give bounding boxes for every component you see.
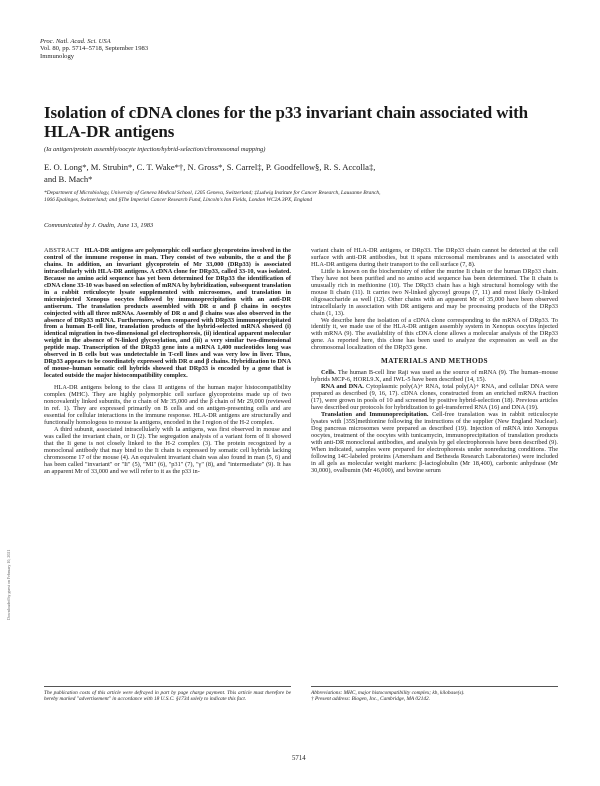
affiliations: [44, 190, 564, 203]
body-paragraph: We describe here the isolation of a cDNA clone corresponding to the mRNA of DRp33. To identify it, we made use of the HLA-DR antigen assembly system in Xenopus oocytes injected with mRNA (9). The availability of this cDNA clone allows a molecular analysis of the DRp33 gene. As reported here, this clone has been used to analyze the expression as well as the chromosomal localization of the DRp33 gene.: [311, 316, 558, 352]
author: S. Carrel‡,: [226, 162, 264, 172]
methods-text: Cell-free translation was in rabbit reticulocyte lysates with [35S]methionine following the instructions of the supplier (New England Nuclear). Dog pancreas microsomes were prepared as described (19). Injection of mRNA into Xenopus oocytes, treatment of the oocytes with tunicamycin, immunoprecipitation of translation products with anti-DR monoclonal antibodies, and analysis by gel electrophoresis have been described (9). When indicated, samples were prepared for electrophoresis under nonreducing conditions. The following 14C-labeled proteins (Amersham and Bethesda Research Laboratories) were included in all gels as molecular weight markers: β-lactoglobulin (Mr 18,400), carbonic anhydrase (Mr 30,000), ovalbumin (Mr 46,000), and bovine serum: [311, 410, 558, 474]
methods-text: Cytoplasmic poly(A)+ RNA, total poly(A)+ RNA, and cellular DNA were prepared as described (9, 16, 17). cDNA clones, constructed from an enriched mRNA fraction (17), were grown in pools of 10 and screened by positive hybrid-selection (18). Previous articles have described our protocols for hybridization to gel-transferred RNA (16) and DNA (19).: [311, 383, 559, 412]
author: and B. Mach*: [44, 174, 93, 184]
abstract: [44, 248, 291, 380]
section-heading: MATERIALS AND METHODS: [381, 357, 488, 366]
footnote-line: † Present address: Biogen, Inc., Cambridge, MA 02142.: [311, 696, 430, 703]
body-paragraph: variant chain of HLA-DR antigens, or DRp33. The DRp33 chain cannot be detected at the cell surface with anti-DR antibodies, but it spans microsomal membranes and is associated with HLA-DR antigens during their transport to the cell surface (7, 8).: [311, 247, 558, 268]
journal-header: [40, 38, 148, 60]
affiliation-line: *Department of Microbiology, University of Geneva Medical School, 1205 Geneva, Switzerland; ‡Ludwig Institute for Cancer Research, Lausanne Branch,: [44, 190, 381, 196]
left-column: [44, 248, 291, 476]
footnote-divider: [44, 686, 291, 687]
author: M. Strubin*,: [90, 162, 135, 172]
author: P. Goodfellow§,: [265, 162, 322, 172]
author: N. Gross*,: [187, 162, 225, 172]
methods-paragraph: [311, 370, 558, 384]
author: C. T. Wake*†,: [136, 162, 186, 172]
body-paragraph: A third subunit, associated intracellularly with Ia antigens, was first observed in mouse and was called the invariant chain, or Ii (2). The segregation analysis of a variant form of Ii showed that the Ii gene is not closely linked to the H-2 complex (3). The protein recognized by a monoclonal antibody that may bind to the Ii chain is expressed by somatic cell hybrids lacking chromosome 17 of the mouse (4). An equivalent invariant chain was also found in man (5, 6) and has been called "invariant" or "Ii" (5), "MI" (6), "p31" (7), "γ" (8), and "intermediate" (9). It has an apparent Mr of 33,000 and we will refer to it as the p33 in-: [44, 425, 291, 475]
keywords: (Ia antigen/protein assembly/oocyte injection/hybrid-selection/chromosomal mapping): [44, 146, 266, 153]
methods-paragraph: [311, 412, 558, 475]
page-number: 5714: [292, 755, 306, 762]
footnote-line: Abbreviations: MHC, major histocompatibility complex; kb, kilobase(s).: [311, 690, 465, 696]
journal-name: Proc. Natl. Acad. Sci. USA: [40, 38, 111, 45]
journal-volume: Vol. 80, pp. 5714–5718, September 1983: [40, 45, 149, 53]
methods-text: The human B-cell line Raji was used as the source of mRNA (9). The human–mouse hybrids MCP-6, HORL9.X, and IWL-5 have been described (14, 15).: [311, 369, 558, 384]
abbreviations-footnote: [311, 690, 558, 702]
journal-section: Immunology: [40, 52, 75, 60]
affiliation-line: 1066 Epalinges, Switzerland; and §The Imperial Cancer Research Fund, Lincoln's Inn Fields, London WC2A 3PX, England: [44, 196, 313, 203]
methods-subheading: Translation and Immunoprecipitation.: [321, 410, 429, 418]
author-list: [44, 161, 564, 185]
footnote-divider: [311, 686, 558, 687]
methods-paragraph: [311, 384, 558, 412]
abstract-text: HLA-DR antigens are polymorphic cell surface glycoproteins involved in the control of the immune response in man. They consist of two subunits, the α and the β chains. In addition, an invariant glycoprotein of Mr 33,000 (DRp33) is associated intracellularly with HLA-DR antigens. A cDNA clone for DRp33, called 33-10, was isolated. Because no amino acid sequence has yet been determined for DRp33 the identification of cDNA clone 33-10 was based on selection of mRNA by hybridization, subsequent translation in a rabbit reticulocyte lysate supplemented with microsomes, and translation in microinjected Xenopus oocytes followed by immunoprecipitation with an anti-DR antiserum. The translation products assembled with DR α and β chains in oocytes coinjected with all three mRNAs. Assembly of DR α and β chains was also observed in the absence of DRp33 mRNA. Furthermore, when compared with DRp33 immunoprecipitated from a human B-cell line, translation products of the hybrid-selected mRNA showed (i) identical migration in two-dimensional gel electrophoresis, (ii) identical apparent molecular weight in the absence of N-linked glycosylation, and (iii) a very similar two-dimensional peptide map. Transcription of the DRp33 gene into a mRNA 1,400 nucleotides long was observed in B cells but was undetectable in T-cell lines and was very low in liver. Thus, DRp33 appears to be coordinately expressed with DR α and β chains. Hybridization to DNA of mouse–human somatic cell hybrids showed that DRp33 is encoded by a gene that is located outside the major histocompatibility complex.: [44, 247, 291, 380]
methods-subheading: RNA and DNA.: [321, 383, 364, 391]
communicated-by: Communicated by J. Oudin, June 13, 1983: [44, 222, 154, 229]
body-paragraph: HLA-DR antigens belong to the class II antigens of the human major histocompatibility complex (MHC). They are highly polymorphic cell surface glycoproteins made up of two noncovalently linked subunits, the α chain of Mr 35,000 and the β chain of Mr 29,000 (reviewed in ref. 1). They are expressed primarily on B cells and on antigen-presenting cells and are essential for cellular interactions in the immune response. HLA-DR antigens are structurally and functionally homologous to mouse Ia antigens, encoded in the I region of the H-2 complex.: [44, 384, 291, 426]
author: E. O. Long*,: [44, 162, 89, 172]
download-watermark: Downloaded by guest on February 10, 2021: [6, 549, 11, 620]
methods-subheading: Cells.: [321, 369, 336, 377]
article-title: Isolation of cDNA clones for the p33 invariant chain associated with HLA-DR antigens: [44, 103, 529, 141]
body-paragraph: Little is known on the biochemistry of either the murine Ii chain or the human DRp33 chain. They have not been purified and no amino acid sequence has been determined. The Ii chain is unusually rich in methionine (10). The DRp33 chain has a high structural homology with the mouse Ii chain (11). It carries two N-linked glycosyl groups (7, 11) and most likely O-linked oligosaccharide as well (12). Other chains with an apparent Mr of 35,000 have been observed intracellularly in association with DR antigens and may be processing products of the DRp33 chain (1, 13).: [311, 267, 558, 317]
author: R. S. Accolla‡,: [323, 162, 376, 172]
publication-cost-footnote: The publication costs of this article were defrayed in part by page charge payment. This article must therefore be hereby marked "advertisement" in accordance with 18 U.S.C. §1734 solely to indicate this fact.: [44, 690, 291, 703]
abstract-label: ABSTRACT: [44, 247, 80, 254]
right-column: [311, 248, 558, 475]
